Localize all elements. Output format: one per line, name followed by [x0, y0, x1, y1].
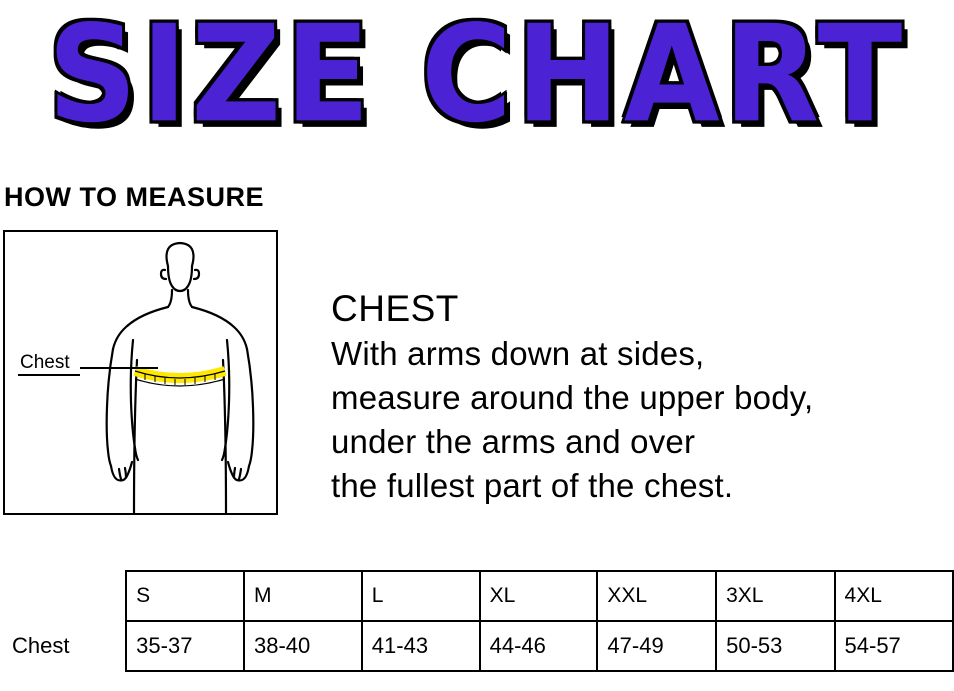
page-title: SIZE CHART: [47, 0, 907, 153]
description-line-2: measure around the upper body,: [331, 379, 814, 416]
chest-value-s: 35-37: [126, 621, 244, 671]
chest-value-m: 38-40: [244, 621, 362, 671]
size-header-3xl: 3XL: [716, 571, 834, 621]
size-table: [3, 570, 954, 672]
description-line-3: under the arms and over: [331, 423, 696, 460]
chest-leader-line: [80, 367, 158, 369]
chest-value-3xl: 50-53: [716, 621, 834, 671]
size-header-m: M: [244, 571, 362, 621]
chest-value-4xl: 54-57: [835, 621, 953, 671]
chest-value-xxl: 47-49: [597, 621, 716, 671]
table-header-row: [3, 571, 953, 621]
size-header-s: S: [126, 571, 244, 621]
description-line-4: the fullest part of the chest.: [331, 467, 734, 504]
size-header-xxl: XXL: [597, 571, 716, 621]
chest-callout-label: Chest: [20, 352, 70, 373]
description-heading: CHEST: [331, 288, 459, 329]
chest-callout-underline: [18, 374, 80, 376]
table-corner-cell: [3, 571, 126, 621]
table-row: [3, 621, 953, 671]
description-block: [331, 286, 931, 508]
title-banner: [0, 0, 954, 153]
size-header-4xl: 4XL: [835, 571, 953, 621]
chest-value-xl: 44-46: [480, 621, 598, 671]
size-header-l: L: [362, 571, 480, 621]
description-line-1: With arms down at sides,: [331, 335, 705, 372]
chest-value-l: 41-43: [362, 621, 480, 671]
how-to-measure-heading: HOW TO MEASURE: [4, 182, 265, 212]
row-label-chest: Chest: [12, 633, 70, 658]
size-header-xl: XL: [480, 571, 598, 621]
